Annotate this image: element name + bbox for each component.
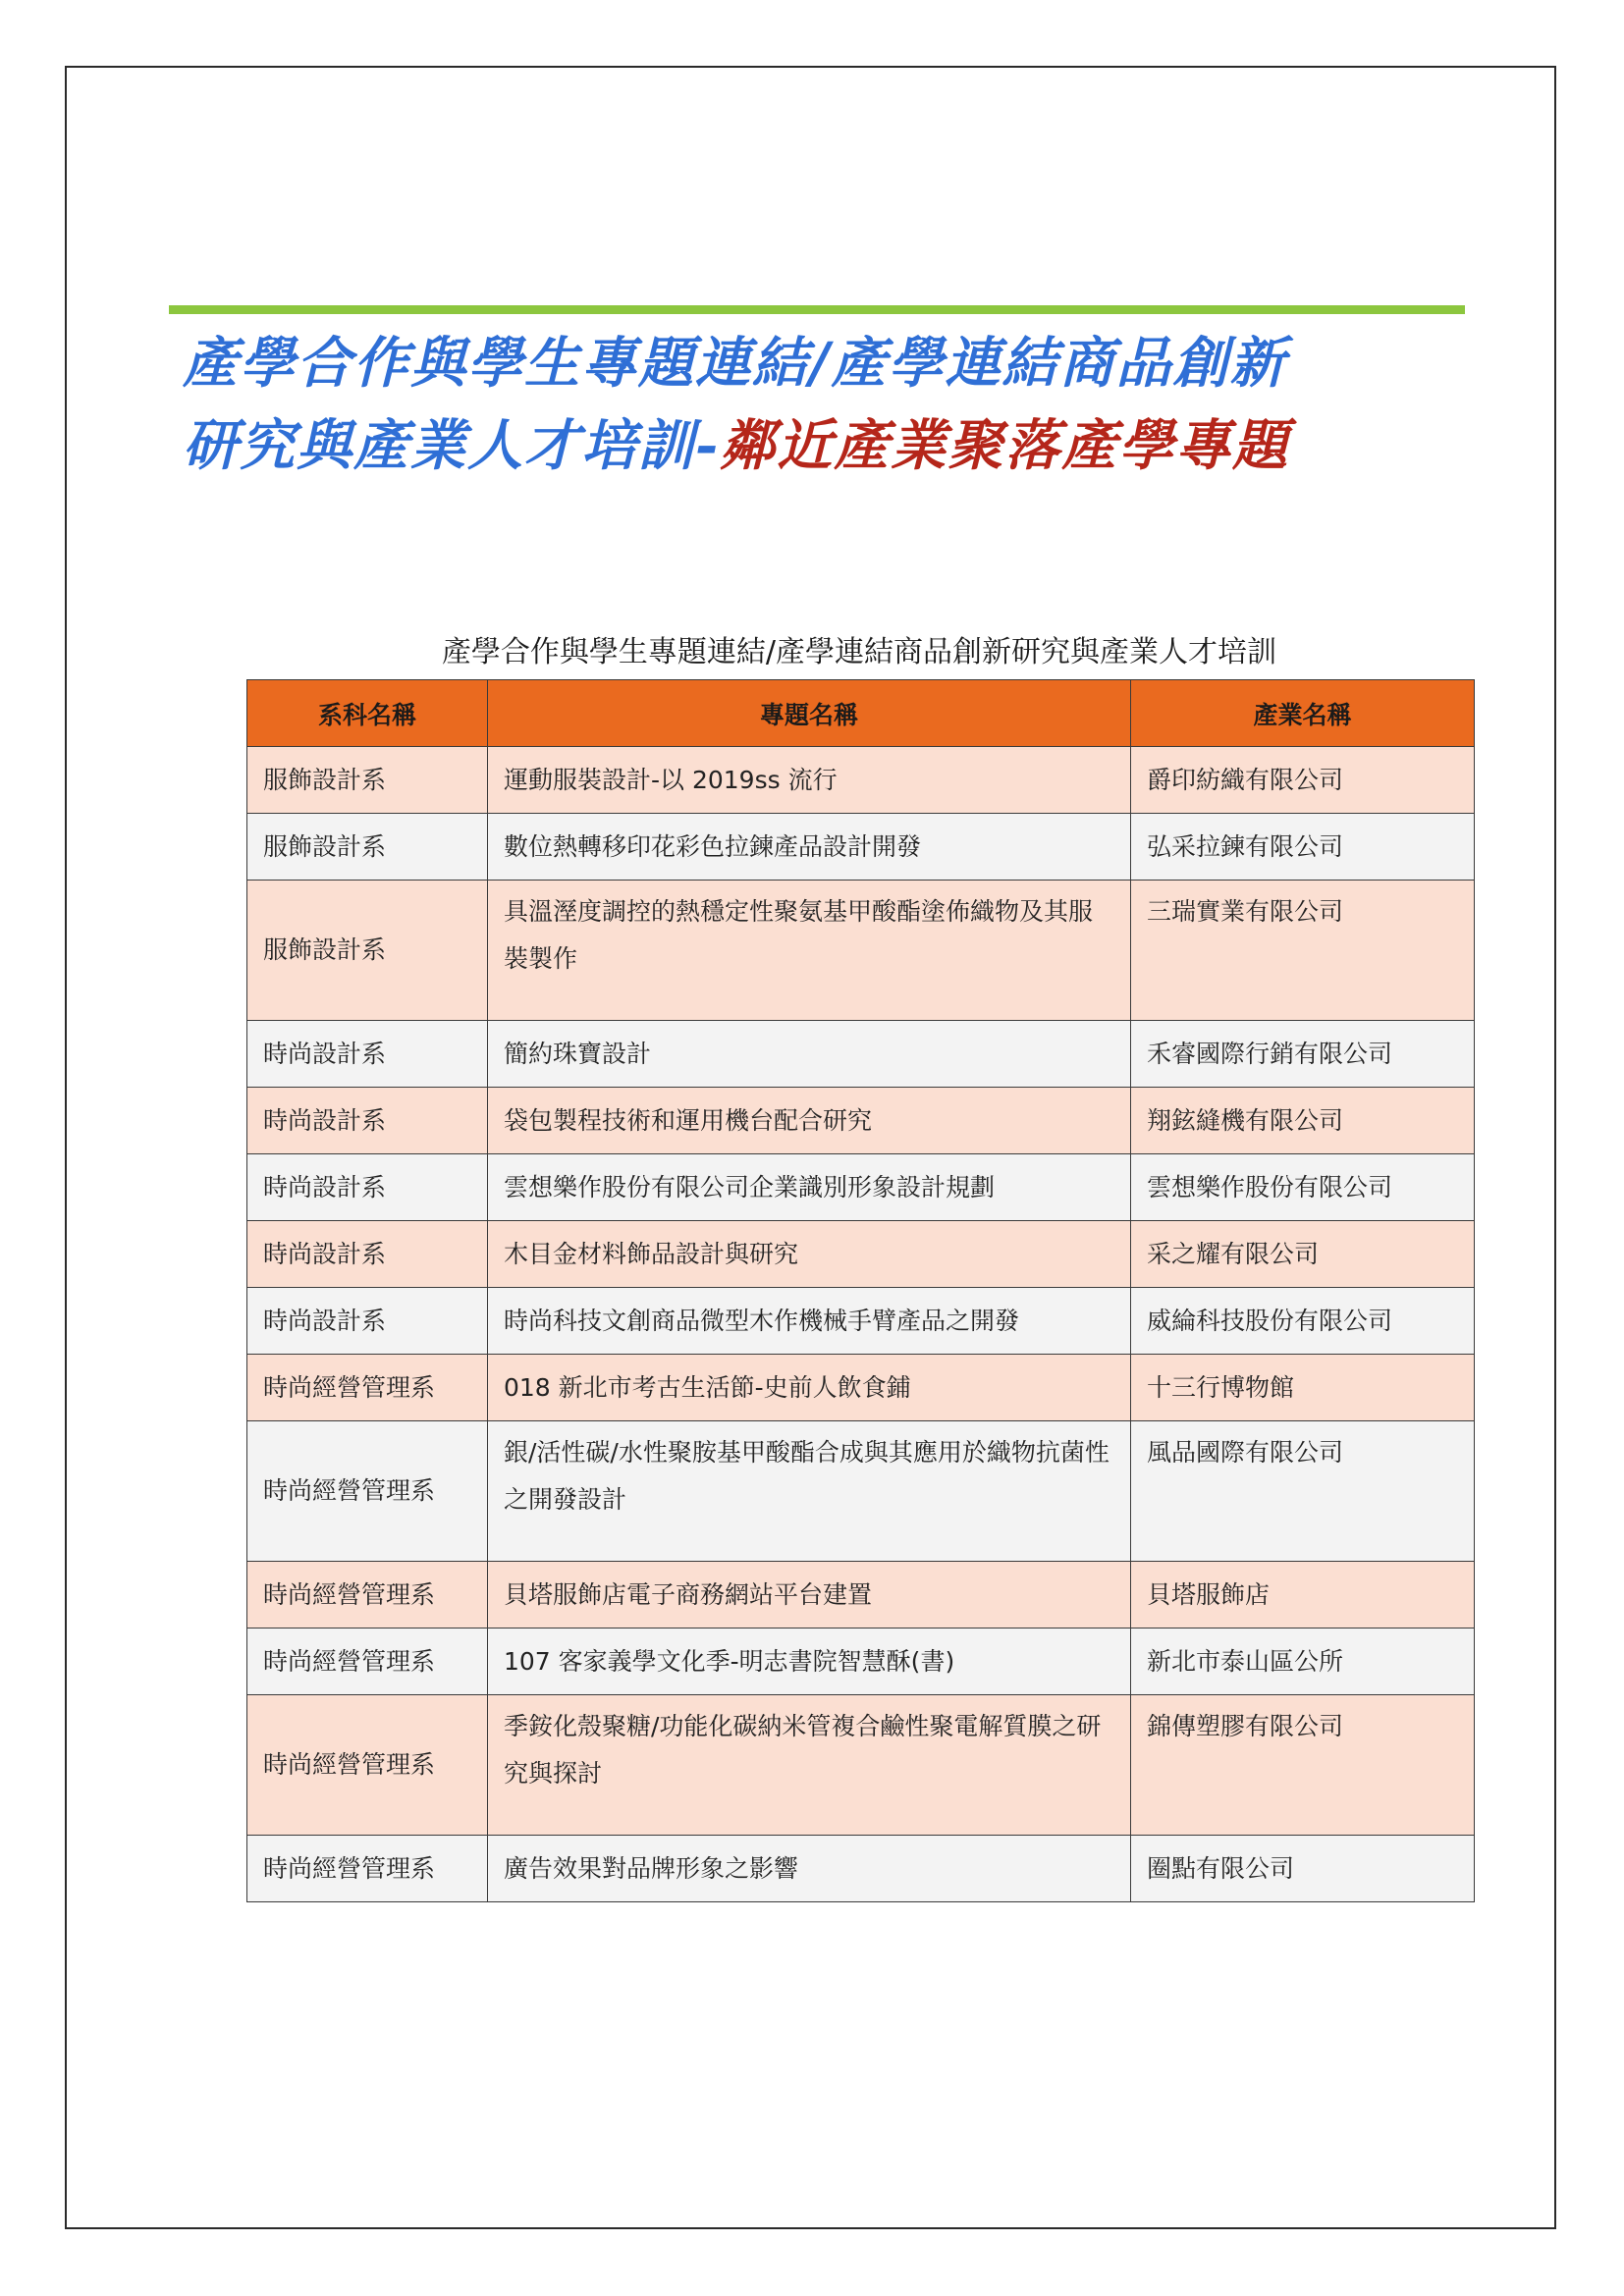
table-header-row: [247, 680, 1475, 747]
cell-company: 風品國際有限公司: [1131, 1421, 1475, 1562]
table-row: [247, 1629, 1475, 1695]
cell-topic: 107 客家義學文化季-明志書院智慧酥(書): [488, 1629, 1131, 1695]
cell-department: 時尚設計系: [247, 1088, 488, 1154]
cell-department: 時尚經營管理系: [247, 1421, 488, 1562]
cell-topic: 雲想樂作股份有限公司企業識別形象設計規劃: [488, 1154, 1131, 1221]
document-title: [183, 322, 1479, 487]
cell-topic: 時尚科技文創商品微型木作機械手臂產品之開發: [488, 1288, 1131, 1355]
cell-department: 時尚設計系: [247, 1221, 488, 1288]
cell-department: 時尚經營管理系: [247, 1836, 488, 1902]
table-row: [247, 1154, 1475, 1221]
cell-topic: 數位熱轉移印花彩色拉鍊產品設計開發: [488, 814, 1131, 881]
cell-topic: 018 新北市考古生活節-史前人飲食鋪: [488, 1355, 1131, 1421]
table-row: [247, 1695, 1475, 1836]
title-line-1: 產學合作與學生專題連結/產學連結商品創新: [183, 331, 1287, 396]
table-row: [247, 1221, 1475, 1288]
table-caption: 產學合作與學生專題連結/產學連結商品創新研究與產業人才培訓: [441, 635, 1277, 669]
cell-company: 威綸科技股份有限公司: [1131, 1288, 1475, 1355]
table-row: [247, 1088, 1475, 1154]
title-divider: [169, 305, 1465, 314]
cell-department: 時尚經營管理系: [247, 1562, 488, 1629]
cell-topic: 貝塔服飾店電子商務網站平台建置: [488, 1562, 1131, 1629]
cell-company: 雲想樂作股份有限公司: [1131, 1154, 1475, 1221]
cell-company: 圈點有限公司: [1131, 1836, 1475, 1902]
cell-topic: 袋包製程技術和運用機台配合研究: [488, 1088, 1131, 1154]
cell-topic: 銀/活性碳/水性聚胺基甲酸酯合成與其應用於織物抗菌性之開發設計: [488, 1421, 1131, 1562]
cell-department: 服飾設計系: [247, 747, 488, 814]
table-row: [247, 747, 1475, 814]
table-row: [247, 1288, 1475, 1355]
table-row: [247, 1421, 1475, 1562]
cell-company: 三瑞實業有限公司: [1131, 881, 1475, 1021]
cell-company: 采之耀有限公司: [1131, 1221, 1475, 1288]
cell-company: 錦傳塑膠有限公司: [1131, 1695, 1475, 1836]
cell-company: 弘采拉鍊有限公司: [1131, 814, 1475, 881]
table-row: [247, 814, 1475, 881]
cell-department: 時尚經營管理系: [247, 1355, 488, 1421]
cell-department: 時尚設計系: [247, 1288, 488, 1355]
cell-department: 時尚設計系: [247, 1021, 488, 1088]
cell-topic: 簡約珠寶設計: [488, 1021, 1131, 1088]
cell-department: 服飾設計系: [247, 814, 488, 881]
cell-company: 禾睿國際行銷有限公司: [1131, 1021, 1475, 1088]
cell-department: 服飾設計系: [247, 881, 488, 1021]
cell-topic: 運動服裝設計-以 2019ss 流行: [488, 747, 1131, 814]
cell-topic: 季銨化殼聚糖/功能化碳納米管複合鹼性聚電解質膜之研究與探討: [488, 1695, 1131, 1836]
title-line-2-highlight: 鄰近產業聚落產學專題: [720, 413, 1290, 478]
cell-company: 翔鉉縫機有限公司: [1131, 1088, 1475, 1154]
header-topic: 專題名稱: [488, 680, 1131, 747]
header-company: 產業名稱: [1131, 680, 1475, 747]
table-row: [247, 1836, 1475, 1902]
cell-department: 時尚經營管理系: [247, 1629, 488, 1695]
cell-department: 時尚經營管理系: [247, 1695, 488, 1836]
cell-topic: 具溫溼度調控的熱穩定性聚氨基甲酸酯塗佈織物及其服裝製作: [488, 881, 1131, 1021]
header-department: 系科名稱: [247, 680, 488, 747]
cell-department: 時尚設計系: [247, 1154, 488, 1221]
cell-company: 新北市泰山區公所: [1131, 1629, 1475, 1695]
cell-company: 貝塔服飾店: [1131, 1562, 1475, 1629]
table-row: [247, 1562, 1475, 1629]
projects-table: [246, 679, 1475, 1902]
cell-topic: 木目金材料飾品設計與研究: [488, 1221, 1131, 1288]
table-row: [247, 881, 1475, 1021]
table-row: [247, 1355, 1475, 1421]
cell-topic: 廣告效果對品牌形象之影響: [488, 1836, 1131, 1902]
title-line-2-part-1: 研究與產業人才培訓-: [183, 413, 721, 478]
table-row: [247, 1021, 1475, 1088]
cell-company: 十三行博物館: [1131, 1355, 1475, 1421]
cell-company: 爵印紡織有限公司: [1131, 747, 1475, 814]
